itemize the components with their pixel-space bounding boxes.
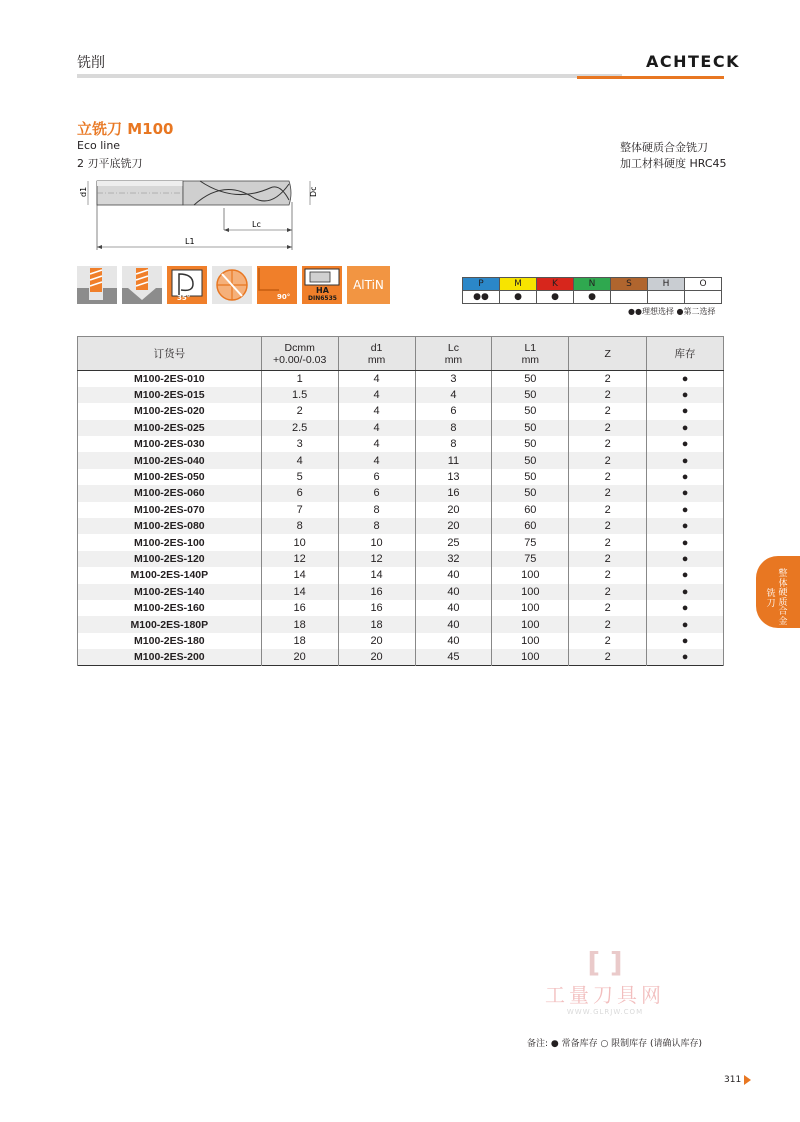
cell-order-no: M100-2ES-180 — [78, 633, 262, 649]
cell-d1: 12 — [338, 551, 415, 567]
cell-d1: 20 — [338, 633, 415, 649]
table-row — [78, 551, 724, 567]
cell-l1: 60 — [492, 518, 569, 534]
material-group-k: K — [537, 278, 574, 291]
material-rating-n: ● — [574, 291, 611, 304]
table-row — [78, 403, 724, 419]
cell-z: 2 — [569, 469, 647, 485]
cell-d1: 6 — [338, 469, 415, 485]
brand-logo: ACHTECK — [646, 52, 740, 71]
cell-order-no: M100-2ES-100 — [78, 534, 262, 550]
table-row — [78, 518, 724, 534]
cell-lc: 8 — [415, 420, 492, 436]
cell-stock: ● — [647, 436, 724, 452]
table-row — [78, 616, 724, 632]
header-order-no: 订货号 — [78, 337, 262, 371]
cell-dc: 18 — [261, 616, 338, 632]
table-row — [78, 387, 724, 403]
cell-order-no: M100-2ES-160 — [78, 600, 262, 616]
cell-z: 2 — [569, 616, 647, 632]
cell-dc: 4 — [261, 452, 338, 468]
shank-type-icon — [302, 266, 342, 304]
table-row — [78, 371, 724, 387]
cell-l1: 100 — [492, 633, 569, 649]
cell-d1: 4 — [338, 387, 415, 403]
material-rating-p: ●● — [463, 291, 500, 304]
page-number: 311 — [724, 1075, 742, 1085]
cell-lc: 16 — [415, 485, 492, 501]
cell-z: 2 — [569, 518, 647, 534]
cell-l1: 50 — [492, 452, 569, 468]
cell-l1: 50 — [492, 436, 569, 452]
table-row — [78, 584, 724, 600]
cell-dc: 1.5 — [261, 387, 338, 403]
cell-l1: 100 — [492, 616, 569, 632]
cell-dc: 18 — [261, 633, 338, 649]
header-stock: 库存 — [647, 337, 724, 371]
cell-lc: 6 — [415, 403, 492, 419]
hardness-spec: 加工材料硬度 HRC45 — [620, 157, 727, 170]
cell-order-no: M100-2ES-120 — [78, 551, 262, 567]
material-rating-h — [648, 291, 685, 304]
cell-lc: 40 — [415, 616, 492, 632]
cell-l1: 50 — [492, 371, 569, 387]
cell-lc: 4 — [415, 387, 492, 403]
cell-stock: ● — [647, 616, 724, 632]
cell-z: 2 — [569, 534, 647, 550]
cell-stock: ● — [647, 649, 724, 665]
cell-stock: ● — [647, 502, 724, 518]
cell-dc: 14 — [261, 567, 338, 583]
cell-stock: ● — [647, 534, 724, 550]
header-lc: Lc mm — [415, 337, 492, 371]
material-suitability — [462, 277, 722, 304]
section-title: 铣削 — [77, 55, 105, 71]
table-header-row — [78, 337, 724, 371]
cell-z: 2 — [569, 403, 647, 419]
material-group-n: N — [574, 278, 611, 291]
cell-z: 2 — [569, 551, 647, 567]
table-row — [78, 452, 724, 468]
corner-angle-icon — [257, 266, 297, 304]
product-title: 立铣刀 M100 — [77, 120, 174, 138]
cell-d1: 4 — [338, 403, 415, 419]
dc-label: Dc — [309, 186, 318, 197]
cell-z: 2 — [569, 567, 647, 583]
cell-d1: 10 — [338, 534, 415, 550]
material-group-m: M — [500, 278, 537, 291]
header-rule — [77, 74, 622, 78]
table-row — [78, 469, 724, 485]
cell-z: 2 — [569, 420, 647, 436]
cell-lc: 40 — [415, 584, 492, 600]
cell-stock: ● — [647, 567, 724, 583]
helix-angle-icon — [167, 266, 207, 304]
cell-z: 2 — [569, 633, 647, 649]
corner-angle-value: 90° — [277, 293, 291, 301]
cell-stock: ● — [647, 584, 724, 600]
cell-d1: 18 — [338, 616, 415, 632]
cell-z: 2 — [569, 371, 647, 387]
cell-dc: 3 — [261, 436, 338, 452]
material-rating-s — [611, 291, 648, 304]
cell-stock: ● — [647, 600, 724, 616]
cell-dc: 5 — [261, 469, 338, 485]
cell-dc: 10 — [261, 534, 338, 550]
header-rule-accent — [577, 76, 724, 79]
table-row — [78, 485, 724, 501]
cell-z: 2 — [569, 485, 647, 501]
header-l1: L1 mm — [492, 337, 569, 371]
cell-d1: 16 — [338, 584, 415, 600]
material-group-o: O — [685, 278, 722, 291]
cell-stock: ● — [647, 403, 724, 419]
cell-l1: 100 — [492, 584, 569, 600]
cell-d1: 4 — [338, 436, 415, 452]
cell-l1: 50 — [492, 403, 569, 419]
table-row — [78, 534, 724, 550]
cell-l1: 75 — [492, 534, 569, 550]
cell-z: 2 — [569, 436, 647, 452]
cell-l1: 50 — [492, 420, 569, 436]
cell-stock: ● — [647, 371, 724, 387]
table-row — [78, 633, 724, 649]
cell-order-no: M100-2ES-200 — [78, 649, 262, 665]
cell-stock: ● — [647, 551, 724, 567]
cell-stock: ● — [647, 633, 724, 649]
cell-lc: 45 — [415, 649, 492, 665]
cell-lc: 32 — [415, 551, 492, 567]
cell-order-no: M100-2ES-140 — [78, 584, 262, 600]
cell-z: 2 — [569, 600, 647, 616]
header-d1: d1 mm — [338, 337, 415, 371]
watermark-name: 工量刀具网 — [545, 983, 665, 1007]
material-rating-k: ● — [537, 291, 574, 304]
cell-dc: 16 — [261, 600, 338, 616]
cell-order-no: M100-2ES-140P — [78, 567, 262, 583]
side-tab-subcategory: 铣 刀 — [766, 589, 776, 609]
coating-badge: AlTiN — [347, 266, 390, 304]
material-rating-m: ● — [500, 291, 537, 304]
cell-order-no: M100-2ES-180P — [78, 616, 262, 632]
cell-stock: ● — [647, 469, 724, 485]
cell-lc: 40 — [415, 633, 492, 649]
cell-order-no: M100-2ES-010 — [78, 371, 262, 387]
cell-d1: 4 — [338, 452, 415, 468]
cell-order-no: M100-2ES-015 — [78, 387, 262, 403]
cell-l1: 50 — [492, 387, 569, 403]
table-row — [78, 567, 724, 583]
cell-l1: 100 — [492, 600, 569, 616]
cell-d1: 4 — [338, 420, 415, 436]
cell-dc: 6 — [261, 485, 338, 501]
cell-dc: 2.5 — [261, 420, 338, 436]
cell-lc: 20 — [415, 518, 492, 534]
cell-lc: 40 — [415, 567, 492, 583]
cell-lc: 20 — [415, 502, 492, 518]
cell-z: 2 — [569, 452, 647, 468]
product-table — [77, 336, 724, 666]
lc-label: Lc — [252, 220, 261, 229]
cell-stock: ● — [647, 518, 724, 534]
cell-d1: 8 — [338, 518, 415, 534]
table-row — [78, 502, 724, 518]
cell-z: 2 — [569, 649, 647, 665]
next-page-arrow-icon[interactable] — [744, 1075, 751, 1085]
shank-type-label: HA — [316, 286, 329, 295]
helix-angle-value: 35° — [177, 294, 191, 302]
shank-standard-label: DIN6535 — [308, 295, 337, 302]
material-group-h: H — [648, 278, 685, 291]
side-milling-icon — [122, 266, 162, 304]
cell-l1: 100 — [492, 567, 569, 583]
cell-d1: 20 — [338, 649, 415, 665]
table-row — [78, 436, 724, 452]
product-line: Eco line — [77, 139, 121, 152]
table-row — [78, 649, 724, 665]
cell-l1: 50 — [492, 485, 569, 501]
cell-stock: ● — [647, 485, 724, 501]
material-group-s: S — [611, 278, 648, 291]
cell-order-no: M100-2ES-070 — [78, 502, 262, 518]
material-legend: ●●理想选择 ●第二选择 — [628, 307, 716, 316]
cell-l1: 75 — [492, 551, 569, 567]
cell-order-no: M100-2ES-080 — [78, 518, 262, 534]
cell-l1: 100 — [492, 649, 569, 665]
d1-label: d1 — [79, 186, 88, 197]
cell-lc: 40 — [415, 600, 492, 616]
cell-order-no: M100-2ES-020 — [78, 403, 262, 419]
stock-note: 备注: ● 常备库存 ○ 限制库存 (请确认库存) — [527, 1039, 703, 1049]
product-description: 2 刃平底铣刀 — [77, 157, 143, 170]
cell-lc: 25 — [415, 534, 492, 550]
material-group-p: P — [463, 278, 500, 291]
l1-label: L1 — [185, 237, 195, 246]
flute-section-icon — [212, 266, 252, 304]
cell-dc: 12 — [261, 551, 338, 567]
cell-lc: 8 — [415, 436, 492, 452]
cell-order-no: M100-2ES-050 — [78, 469, 262, 485]
cell-d1: 16 — [338, 600, 415, 616]
cell-dc: 1 — [261, 371, 338, 387]
category-side-tab[interactable] — [756, 556, 800, 628]
header-dc: Dcmm +0.00/-0.03 — [261, 337, 338, 371]
cell-d1: 14 — [338, 567, 415, 583]
watermark-url: WWW.GLRJW.COM — [566, 1008, 644, 1016]
cell-dc: 14 — [261, 584, 338, 600]
tool-material: 整体硬质合金铣刀 — [620, 141, 708, 154]
cell-dc: 8 — [261, 518, 338, 534]
cell-stock: ● — [647, 387, 724, 403]
cell-stock: ● — [647, 452, 724, 468]
header-z: Z — [569, 337, 647, 371]
cell-dc: 20 — [261, 649, 338, 665]
cell-order-no: M100-2ES-025 — [78, 420, 262, 436]
cell-z: 2 — [569, 584, 647, 600]
cell-d1: 4 — [338, 371, 415, 387]
watermark-logo-icon: [ ] — [587, 946, 623, 979]
cell-order-no: M100-2ES-040 — [78, 452, 262, 468]
cell-d1: 8 — [338, 502, 415, 518]
slotting-icon — [77, 266, 117, 304]
cell-dc: 2 — [261, 403, 338, 419]
cell-l1: 50 — [492, 469, 569, 485]
cell-d1: 6 — [338, 485, 415, 501]
cell-z: 2 — [569, 502, 647, 518]
cell-lc: 13 — [415, 469, 492, 485]
table-row — [78, 600, 724, 616]
cell-z: 2 — [569, 387, 647, 403]
cell-lc: 3 — [415, 371, 492, 387]
cell-lc: 11 — [415, 452, 492, 468]
cell-l1: 60 — [492, 502, 569, 518]
cell-order-no: M100-2ES-060 — [78, 485, 262, 501]
end-mill-drawing — [74, 172, 318, 254]
material-rating-o — [685, 291, 722, 304]
side-tab-category: 整 体 硬 质 合 金 — [778, 569, 788, 627]
cell-order-no: M100-2ES-030 — [78, 436, 262, 452]
feature-icons — [77, 266, 390, 304]
cell-stock: ● — [647, 420, 724, 436]
watermark — [530, 946, 680, 1016]
table-row — [78, 420, 724, 436]
cell-dc: 7 — [261, 502, 338, 518]
